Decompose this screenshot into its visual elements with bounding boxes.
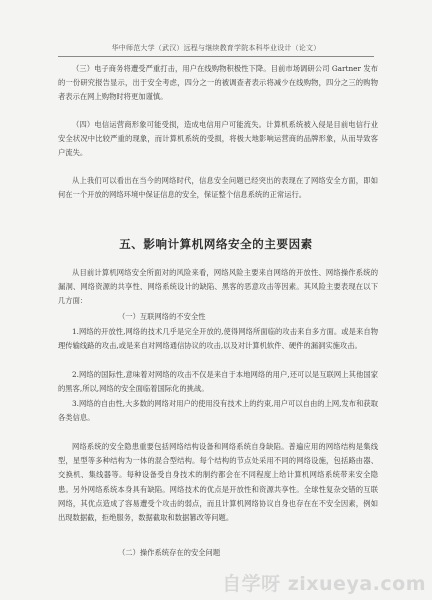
subhead-os-security: （二）操作系统存在的安全问题 [118, 548, 221, 557]
subhead-internet-insecurity: （一）互联网络的不安全性 [118, 312, 206, 321]
header-rule [58, 56, 374, 57]
paragraph-protocol: 网络系统的安全隐患重要包括网络结构设备和网络系统自身缺陷。普遍应用的网络结构是集线型，星型等多种结构为一体的混合型结构。每个结构的节点处采用不同的网络设施，包括路由器、交换机、集线器等。每种设备受自身技术的制约都会在不同程度上给计算机网络系统带来安全隐患。另外网络系统本身具有缺陷。网络技术的优点是开放性和资源共享性。全球性复杂交错的互联网络，其优点造成了容易遭受个攻击的弱点，而且计算机网络协议自身也存在在不安全因素，例如出现数据截，拒绝服务，数据截取和数据篡改等问题。 [58, 442, 378, 523]
section-title: 五、影响计算机网络安全的主要因素 [119, 237, 313, 251]
watermark: 自学呀 zixueya.com [222, 573, 426, 595]
paragraph-intro: 从目前计算机网络安全所面对的风险来看，网络风险主要来自网络的开放性、网络操作系统的漏洞、网络资源的共享性、网络系统设计的缺陷、黑客的恶意攻击等因素。其风险主要表现在以下几方面： [58, 268, 378, 306]
paragraph-summary: 从上我们可以看出在当今的网络时代，信息安全问题已经突出的表现在了网络安全方面，即如何在一个开放的网络环境中保证信息的安全，保证整个信息系统的正常运行。 [58, 176, 378, 200]
list-item-international: 2.网络的国际性,意味着对网络的攻击不仅是来自于本地网络的用户,还可以是互联网上其他国家的黑客,所以,网络的安全面临着国际化的挑战。 [58, 370, 378, 394]
list-item-openness: 1.网络的开放性,网络的技术几乎是完全开放的,使得网络所面临的攻击来自多方面。或是来自物理传输线路的攻击,或是来自对网络通信协议的攻击,以及对计算机软件、硬件的漏洞实施攻击。 [58, 327, 378, 351]
paragraph-telecom: （四）电信运营商形象可能受损，造成电信用户可能流失。计算机系统被入侵是目前电信行业安全状况中比较严重的现象，而计算机系统的受损，将极大地影响运营商的品牌形象，从而导致客户流失。 [58, 120, 378, 158]
paragraph-ecommerce: （三）电子商务将遭受严重打击，用户在线购物积极性下降。目前市场调研公司 Gartner 发布的一份研究报告显示，出于安全考虑，四分之一的被调查者表示将减少在线购物，四分之三的购物者表示在网上购物时将更加谨慎。 [58, 64, 378, 102]
list-item-freedom: 3.网络的自由性,大多数的网络对用户的使用没有技术上的约束,用户可以自由的上网,发布和获取各类信息。 [58, 399, 378, 423]
page-header: 华中师范大学（武汉）远程与继续教育学院本科毕业设计（论文） [111, 44, 321, 52]
